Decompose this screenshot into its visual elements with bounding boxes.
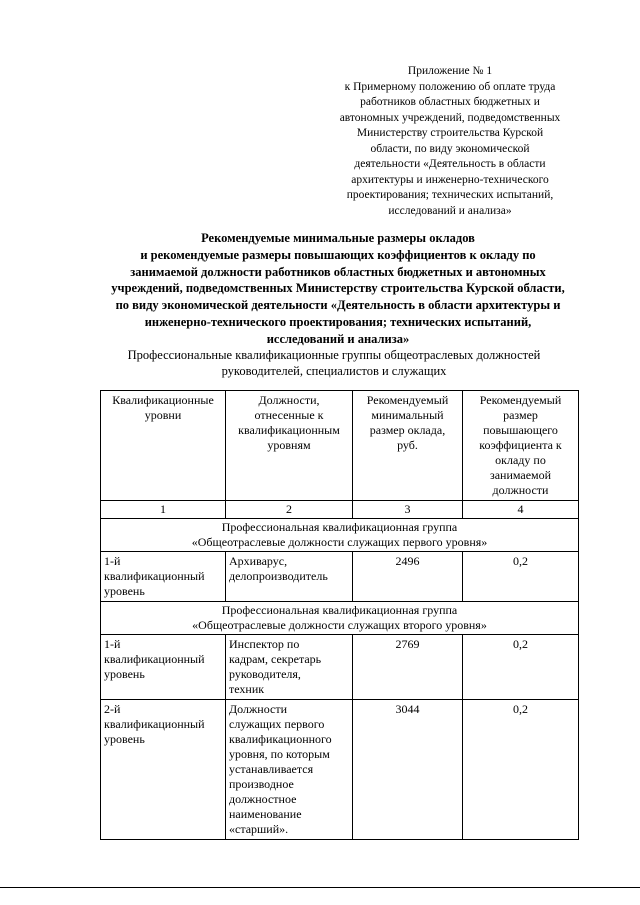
salary-cell: 2769 [353,635,463,700]
cell-text: должностное [229,792,297,806]
positions-cell [226,552,353,602]
header-text: окладу по [495,453,546,467]
salary-cell: 2496 [353,552,463,602]
cell-text: наименование [229,807,302,821]
cell-text: делопроизводитель [229,569,328,583]
title-line: исследований и анализа» [266,331,410,346]
header-text: уровни [144,408,182,422]
appendix-reference [335,64,565,219]
column-number: 4 [463,501,579,519]
header-text: минимальный [371,408,444,422]
header-text: размер оклада, [369,423,446,437]
column-number: 2 [226,501,353,519]
positions-cell [226,635,353,700]
cell-text: Должности [229,702,288,716]
title-line: по виду экономической деятельности «Деятельность в области архитектуры и [115,298,561,313]
group-title-line: Профессиональная квалификационная группа [221,520,458,534]
column-number: 1 [101,501,226,519]
qualification-level-cell [101,635,226,700]
column-number: 3 [353,501,463,519]
cell-text: производное [229,777,294,791]
title-line: учреждений, подведомственных Министерству строительства Курской области, [111,281,565,296]
header-text: Должности, [258,393,320,407]
group-header-row [101,602,579,635]
title-line: Рекомендуемые минимальные размеры окладов [201,231,475,245]
header-text: руб. [397,438,418,452]
appendix-line: деятельности «Деятельность в области [354,158,546,170]
header-text: уровням [267,438,311,452]
cell-text: уровень [104,584,145,598]
header-text: Рекомендуемый [366,393,449,407]
cell-text: 1-й [104,637,121,651]
cell-text: 2-й [104,702,121,716]
qualification-level-cell [101,552,226,602]
cell-text: «старший». [229,822,289,836]
salary-cell: 3044 [353,700,463,840]
document-subtitle [100,347,568,379]
header-min-salary [353,391,463,501]
coefficient-cell: 0,2 [463,635,579,700]
cell-text: уровня, по которым [229,747,330,761]
appendix-line: работников областных бюджетных и [360,96,540,108]
table-row [101,700,579,840]
cell-text: квалификационный [104,569,205,583]
header-text: повышающего [483,423,558,437]
group-title-line: «Общеотраслевые должности служащих второго уровня» [192,618,487,632]
cell-text: Инспектор по [229,637,300,651]
header-text: Квалификационные [112,393,214,407]
cell-text: кадрам, секретарь [229,652,322,666]
header-text: должности [492,483,549,497]
cell-text: квалификационного [229,732,332,746]
cell-text: уровень [104,732,145,746]
cell-text: техник [229,682,265,696]
page-bottom-rule [0,887,640,888]
document-title [88,230,588,348]
cell-text: устанавливается [229,762,314,776]
group-header-row [101,519,579,552]
cell-text: служащих первого [229,717,325,731]
title-line: инженерно-технического проектирования; технических испытаний, [144,314,532,329]
cell-text: квалификационный [104,717,205,731]
header-text: коэффициента к [479,438,562,452]
title-line: и рекомендуемые размеры повышающих коэффициентов к окладу по [140,247,536,262]
subtitle-line: руководителей, специалистов и служащих [221,364,447,378]
group-title [101,602,579,635]
cell-text: 1-й [104,554,121,568]
header-positions [226,391,353,501]
appendix-line: Министерству строительства Курской [356,127,544,139]
group-title [101,519,579,552]
appendix-number: Приложение № 1 [407,65,493,77]
header-text: отнесенные к [254,408,324,422]
appendix-line: области, по виду экономической [370,142,530,155]
coefficient-cell: 0,2 [463,552,579,602]
cell-text: Архиварус, [229,554,288,568]
appendix-line: исследований и анализа» [388,204,512,217]
header-text: размер [503,408,538,422]
cell-text: квалификационный [104,652,205,666]
header-coefficient [463,391,579,501]
appendix-line: автономных учреждений, подведомственных [339,111,561,124]
title-line: занимаемой должности работников областных бюджетных и автономных [130,264,546,279]
appendix-line: проектирования; технических испытаний, [346,189,554,201]
appendix-line: к Примерному положению об оплате труда [344,80,556,93]
coefficient-cell: 0,2 [463,700,579,840]
header-text: занимаемой [489,468,552,482]
cell-text: уровень [104,667,145,681]
header-text: квалификационным [238,423,340,437]
table-row [101,635,579,700]
column-number-row [101,501,579,519]
qualification-level-cell [101,700,226,840]
positions-cell [226,700,353,840]
table-header-row [101,391,579,501]
salary-table [100,390,579,840]
cell-text: руководителя, [229,667,301,681]
group-title-line: «Общеотраслевые должности служащих первого уровня» [191,535,488,549]
subtitle-line: Профессиональные квалификационные группы общеотраслевых должностей [127,348,541,362]
table-row [101,552,579,602]
header-text: Рекомендуемый [479,393,562,407]
header-qualification-levels [101,391,226,501]
appendix-line: архитектуры и инженерно-технического [351,173,549,186]
group-title-line: Профессиональная квалификационная группа [221,603,458,617]
